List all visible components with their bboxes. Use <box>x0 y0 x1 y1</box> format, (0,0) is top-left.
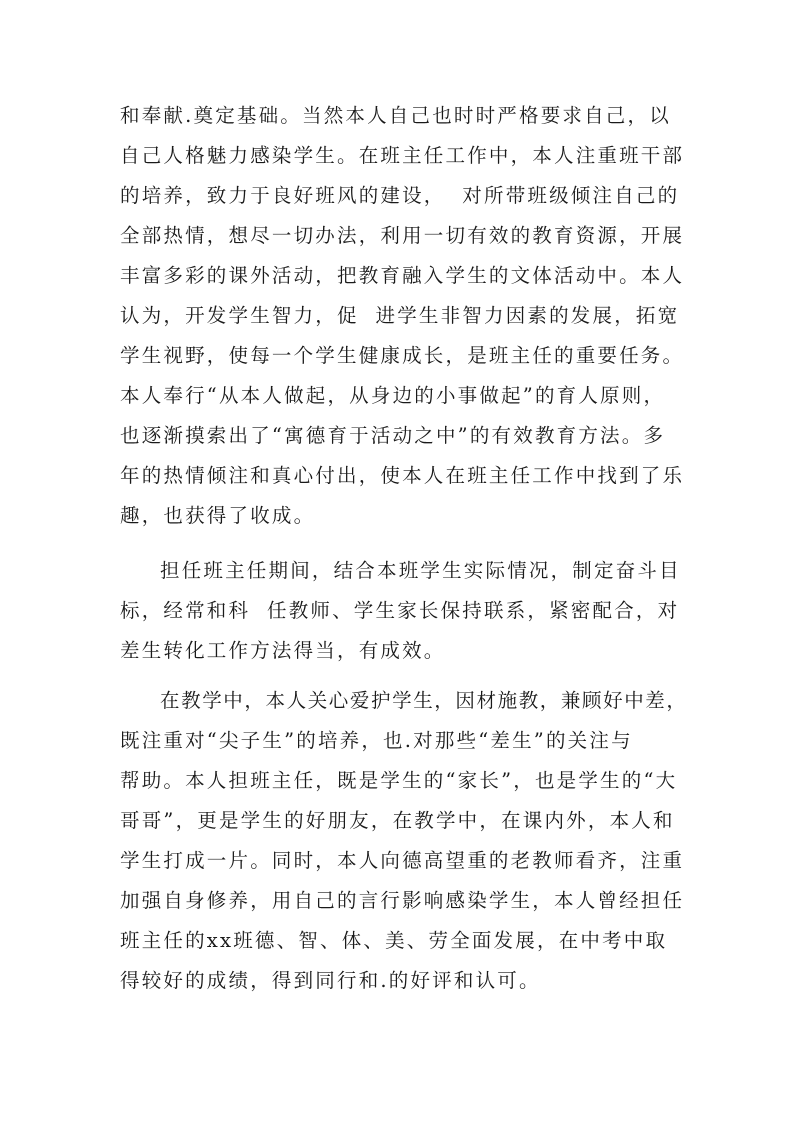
text-line: 班主任的xx班德、智、体、美、劳全面发展，在中考中取 <box>120 929 668 952</box>
text-line: 和奉献.奠定基础。当然本人自己也时时严格要求自己，以 <box>120 104 671 127</box>
paragraph-first-line: 担任班主任期间，结合本班学生实际情况，制定奋斗目 <box>160 559 681 582</box>
text-line: 认为，开发学生智力，促 进学生非智力因素的发展，拓宽 <box>120 304 680 327</box>
text-line: 本人奉行“从本人做起，从身边的小事做起”的育人原则， <box>120 384 666 407</box>
text-line: 差生转化工作方法得当，有成效。 <box>120 639 446 662</box>
text-line: 既注重对“尖子生”的培养，也.对那些“差生”的关注与 <box>120 729 633 752</box>
text-line: 的培养，致力于良好班风的建设， 对所带班级倾注自己的 <box>120 184 680 207</box>
text-line: 加强自身修养，用自己的言行影响感染学生，本人曾经担任 <box>120 889 685 912</box>
text-line: 学生视野，使每一个学生健康成长，是班主任的重要任务。 <box>120 344 685 367</box>
text-line: 哥哥”，更是学生的好朋友，在教学中，在课内外，本人和 <box>120 809 675 832</box>
text-line: 帮助。本人担班主任，既是学生的“家长”，也是学生的“大 <box>120 769 678 792</box>
text-line: 学生打成一片。同时，本人向德高望重的老教师看齐，注重 <box>120 849 685 872</box>
text-line: 标，经常和科 任教师、学生家长保持联系，紧密配合，对 <box>120 599 680 622</box>
text-line: 得较好的成绩，得到同行和.的好评和认可。 <box>120 969 541 992</box>
text-line: 全部热情，想尽一切办法，利用一切有效的教育资源，开展 <box>120 224 685 247</box>
paragraph-first-line: 在教学中，本人关心爱护学生，因材施教，兼顾好中差， <box>160 689 688 712</box>
text-line: 年的热情倾注和真心付出，使本人在班主任工作中找到了乐 <box>120 464 685 487</box>
text-line: 自己人格魅力感染学生。在班主任工作中，本人注重班干部 <box>120 144 685 167</box>
text-line: 丰富多彩的课外活动，把教育融入学生的文体活动中。本人 <box>120 264 685 287</box>
text-line: 也逐渐摸索出了“寓德育于活动之中”的有效教育方法。多 <box>120 424 666 447</box>
text-line: 趣，也获得了收成。 <box>120 504 316 527</box>
